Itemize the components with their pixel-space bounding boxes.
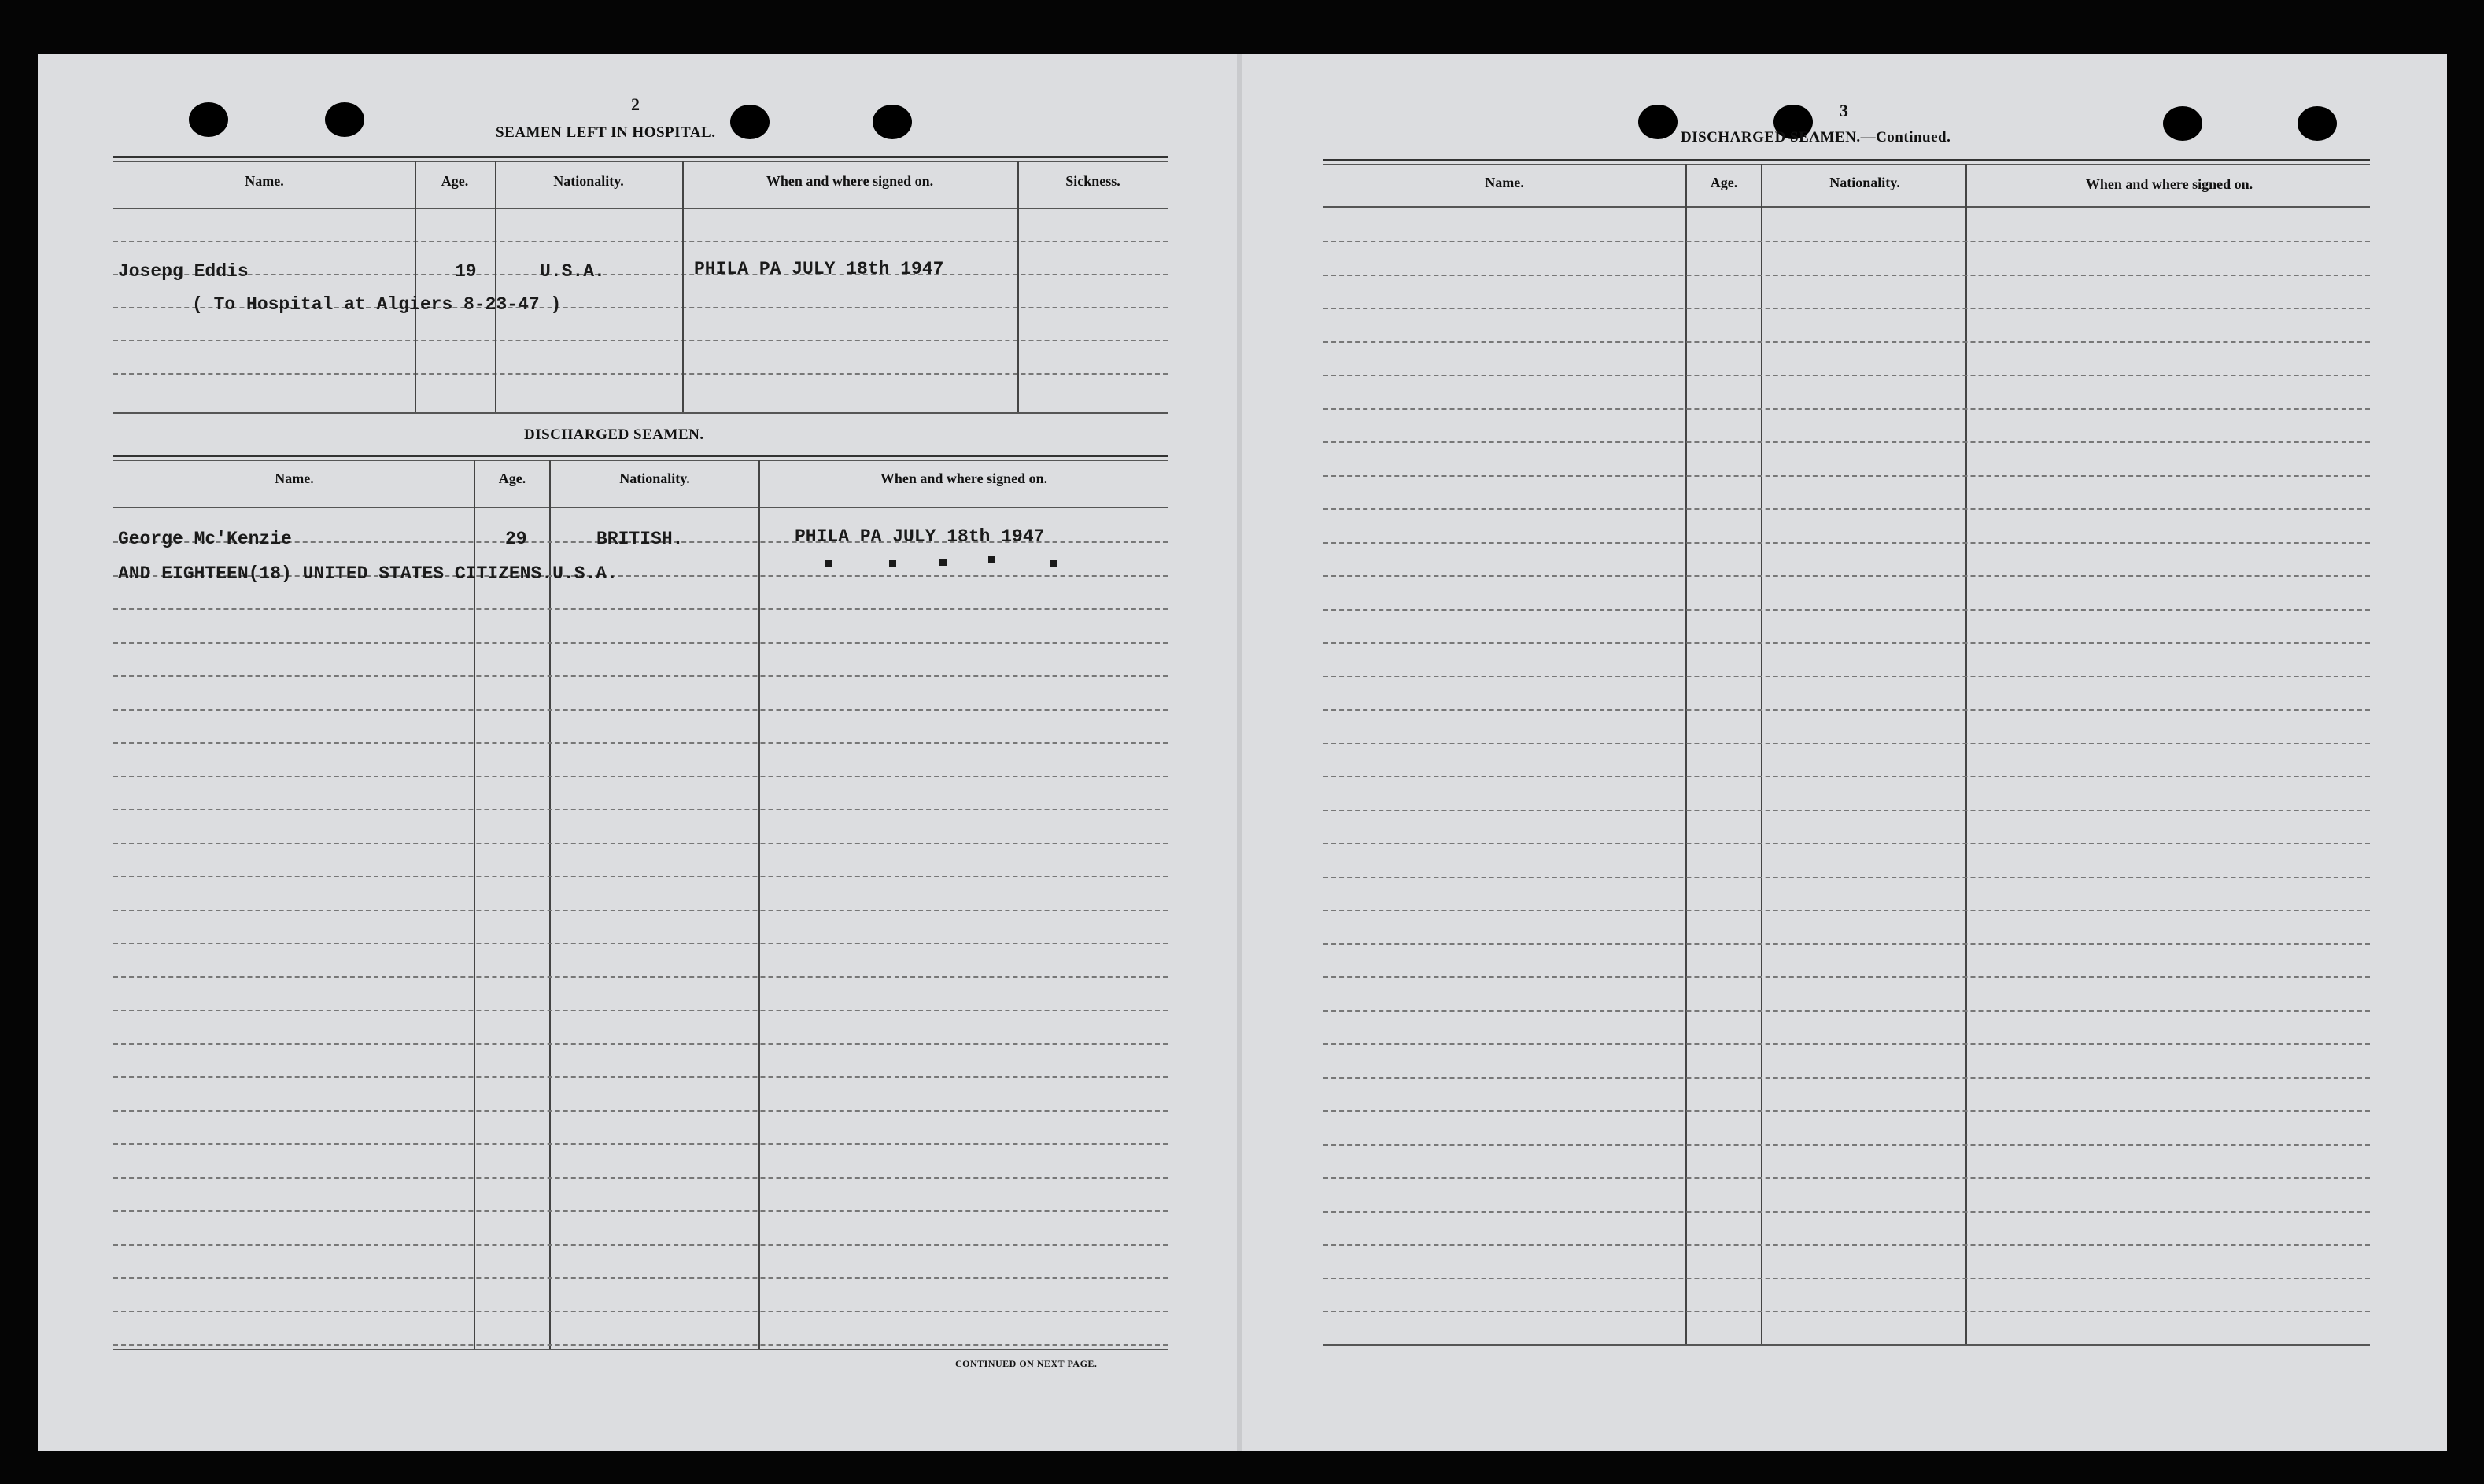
punch-hole (2163, 106, 2202, 141)
right-header-signed-on: When and where signed on. (2085, 176, 2253, 192)
ruled-line (113, 608, 1168, 610)
ruled-line (1323, 843, 2370, 844)
discharged-section-title: DISCHARGED SEAMEN. (524, 426, 704, 443)
punch-hole (1638, 105, 1678, 139)
ruled-line (113, 1143, 1168, 1145)
discharged-header-age: Age. (498, 471, 526, 486)
ruled-line (1323, 1211, 2370, 1213)
ruled-line (1323, 1144, 2370, 1146)
ruled-line (1323, 1077, 2370, 1079)
hospital-entry-nationality: U.S.A. (540, 261, 605, 282)
ruled-line (1323, 508, 2370, 510)
ruled-line (1323, 1010, 2370, 1012)
ruled-line (1323, 1177, 2370, 1179)
ruled-line (113, 1311, 1168, 1312)
hospital-header-name: Name. (245, 173, 284, 189)
discharged-header-name: Name. (275, 471, 314, 486)
ruled-line (1323, 475, 2370, 477)
ruled-line (113, 241, 1168, 242)
discharged-header-signed-on: When and where signed on. (880, 471, 1048, 486)
ruled-line (113, 274, 1168, 275)
column-divider (549, 460, 551, 1349)
page-fold (1237, 54, 1242, 1451)
ruled-line (113, 1043, 1168, 1045)
ruled-line (1323, 676, 2370, 677)
ruled-line (113, 742, 1168, 744)
table-rule (113, 455, 1168, 457)
ruled-line (1323, 1311, 2370, 1312)
ruled-line (113, 1076, 1168, 1078)
table-rule (1323, 159, 2370, 161)
ruled-line (113, 1244, 1168, 1246)
ruled-line (1323, 408, 2370, 410)
ruled-line (1323, 976, 2370, 978)
ruled-line (1323, 709, 2370, 711)
ruled-line (113, 373, 1168, 375)
ruled-line (1323, 877, 2370, 878)
discharged-entry-nationality: BRITISH. (596, 529, 684, 549)
ruled-line (113, 843, 1168, 844)
ruled-line (1323, 1043, 2370, 1045)
ruled-line (113, 976, 1168, 978)
hospital-header-nationality: Nationality. (553, 173, 624, 189)
discharged-entry-age: 29 (505, 529, 527, 549)
ruled-line (1323, 275, 2370, 276)
right-header-nationality: Nationality. (1829, 175, 1900, 190)
column-divider (474, 460, 475, 1349)
ruled-line (113, 809, 1168, 810)
table-rule (113, 161, 1168, 162)
ruled-line (113, 340, 1168, 341)
table-rule (1323, 164, 2370, 165)
ruled-line (1323, 776, 2370, 777)
column-divider (495, 161, 496, 412)
ruled-line (113, 910, 1168, 911)
ruled-line (1323, 743, 2370, 744)
hospital-header-sickness: Sickness. (1065, 173, 1120, 189)
hospital-entry-age: 19 (455, 261, 477, 282)
ditto-mark (825, 560, 832, 567)
ruled-line (1323, 241, 2370, 242)
ditto-mark (1050, 560, 1057, 567)
punch-hole (325, 102, 364, 137)
table-rule (113, 507, 1168, 508)
column-divider (415, 161, 416, 412)
ruled-line (1323, 609, 2370, 611)
document-sheet (38, 54, 2447, 1451)
table-rule (113, 412, 1168, 414)
ruled-line (113, 1344, 1168, 1346)
ruled-line (113, 1277, 1168, 1279)
ruled-line (113, 709, 1168, 711)
ruled-line (113, 876, 1168, 877)
table-rule (113, 208, 1168, 209)
punch-hole (2298, 106, 2337, 141)
ruled-line (1323, 943, 2370, 945)
ditto-mark (889, 560, 896, 567)
column-divider (682, 161, 684, 412)
table-rule (1323, 1344, 2370, 1346)
column-divider (1017, 161, 1019, 412)
hospital-entry-note: ( To Hospital at Algiers 8-23-47 ) (192, 294, 562, 315)
ditto-mark (939, 559, 947, 566)
ruled-line (1323, 441, 2370, 443)
discharged-entry-note: AND EIGHTEEN(18) UNITED STATES CITIZENS.U.S.A. (118, 563, 618, 584)
discharged-continued-title: DISCHARGED SEAMEN.—Continued. (1681, 129, 1951, 146)
discharged-entry-name: George Mc'Kenzie (118, 529, 292, 549)
ruled-line (113, 1177, 1168, 1179)
page-number-left: 2 (631, 94, 640, 114)
continued-footer: CONTINUED ON NEXT PAGE. (955, 1358, 1098, 1369)
hospital-header-signed-on: When and where signed on. (766, 173, 934, 189)
ruled-line (1323, 575, 2370, 577)
ruled-line (1323, 1278, 2370, 1279)
ruled-line (113, 943, 1168, 944)
table-rule (113, 1349, 1168, 1350)
table-rule (113, 460, 1168, 461)
ruled-line (113, 1210, 1168, 1212)
discharged-header-nationality: Nationality. (619, 471, 690, 486)
page-number-right: 3 (1840, 101, 1848, 120)
ruled-line (1323, 810, 2370, 811)
hospital-section-title: SEAMEN LEFT IN HOSPITAL. (496, 124, 716, 141)
ruled-line (1323, 642, 2370, 644)
hospital-header-age: Age. (441, 173, 469, 189)
ruled-line (1323, 341, 2370, 343)
ruled-line (1323, 375, 2370, 376)
ruled-line (1323, 1244, 2370, 1246)
punch-hole (730, 105, 770, 139)
ruled-line (113, 776, 1168, 777)
punch-hole (189, 102, 228, 137)
ruled-line (1323, 542, 2370, 544)
table-rule (113, 156, 1168, 158)
hospital-entry-signed-on: PHILA PA JULY 18th 1947 (694, 259, 944, 279)
column-divider (758, 460, 760, 1349)
punch-hole (873, 105, 912, 139)
right-header-age: Age. (1710, 175, 1738, 190)
ruled-line (113, 1110, 1168, 1112)
ruled-line (113, 675, 1168, 677)
ruled-line (113, 1010, 1168, 1011)
hospital-entry-name: Josepg Eddis (118, 261, 249, 282)
ruled-line (1323, 1110, 2370, 1112)
table-rule (1323, 206, 2370, 208)
ditto-mark (988, 556, 995, 563)
ruled-line (1323, 910, 2370, 911)
ruled-line (113, 642, 1168, 644)
discharged-entry-signed-on: PHILA PA JULY 18th 1947 (795, 526, 1045, 547)
right-header-name: Name. (1485, 175, 1524, 190)
ruled-line (1323, 308, 2370, 309)
